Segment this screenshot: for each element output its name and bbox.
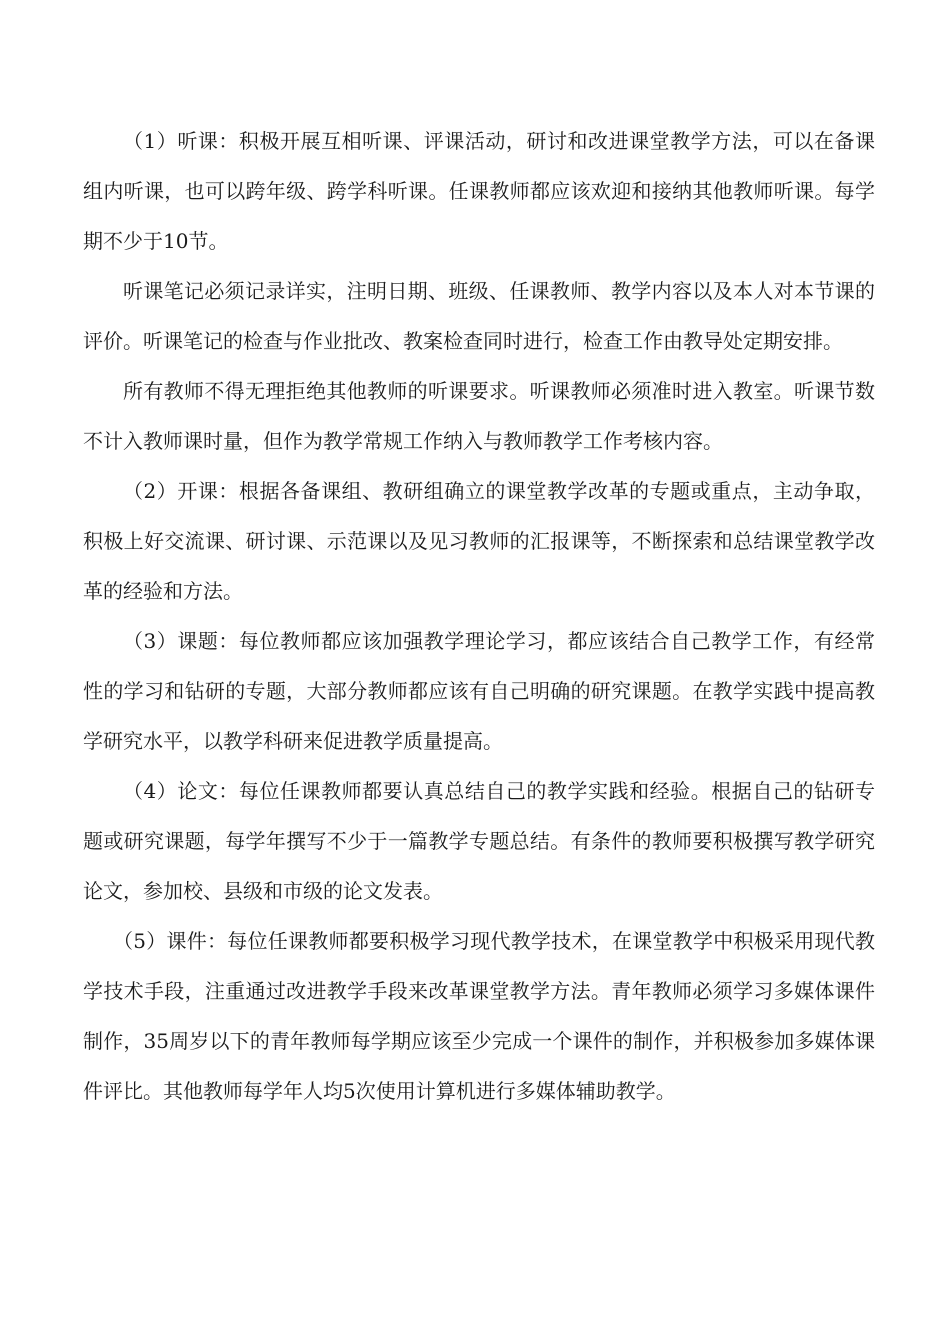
paragraph-listening: （1）听课：积极开展互相听课、评课活动，研讨和改进课堂教学方法，可以在备课组内听课，也可以跨年级、跨学科听课。任课教师都应该欢迎和接纳其他教师听课。每学期不少于10节。 bbox=[83, 129, 875, 253]
paragraph-research-topic: （3）课题：每位教师都应该加强教学理论学习，都应该结合自己教学工作，有经常性的学习和钻研的专题，大部分教师都应该有自己明确的研究课题。在教学实践中提高教学研究水平，以教学科研来促进教学质量提高。 bbox=[83, 629, 875, 753]
paragraph-thesis: （4）论文：每位任课教师都要认真总结自己的教学实践和经验。根据自己的钻研专题或研究课题，每学年撰写不少于一篇教学专题总结。有条件的教师要积极撰写教学研究论文，参加校、县级和市级的论文发表。 bbox=[83, 779, 875, 903]
paragraph-courseware: （5）课件：每位任课教师都要积极学习现代教学技术，在课堂教学中积极采用现代教学技术手段，注重通过改进教学手段来改革课堂教学方法。青年教师必须学习多媒体课件制作，35周岁以下的青年教师每学期应该至少完成一个课件的制作，并积极参加多媒体课件评比。其他教师每学年人均5次使用计算机进行多媒体辅助教学。 bbox=[83, 929, 875, 1103]
paragraph-open-class: （2）开课：根据各备课组、教研组确立的课堂教学改革的专题或重点，主动争取，积极上好交流课、研讨课、示范课以及见习教师的汇报课等，不断探索和总结课堂教学改革的经验和方法。 bbox=[83, 479, 875, 603]
paragraph-listening-notes: 听课笔记必须记录详实，注明日期、班级、任课教师、教学内容以及本人对本节课的评价。听课笔记的检查与作业批改、教案检查同时进行，检查工作由教导处定期安排。 bbox=[83, 279, 875, 353]
document-body bbox=[83, 116, 875, 1116]
paragraph-listening-rules: 所有教师不得无理拒绝其他教师的听课要求。听课教师必须准时进入教室。听课节数不计入教师课时量，但作为教学常规工作纳入与教师教学工作考核内容。 bbox=[83, 379, 875, 453]
